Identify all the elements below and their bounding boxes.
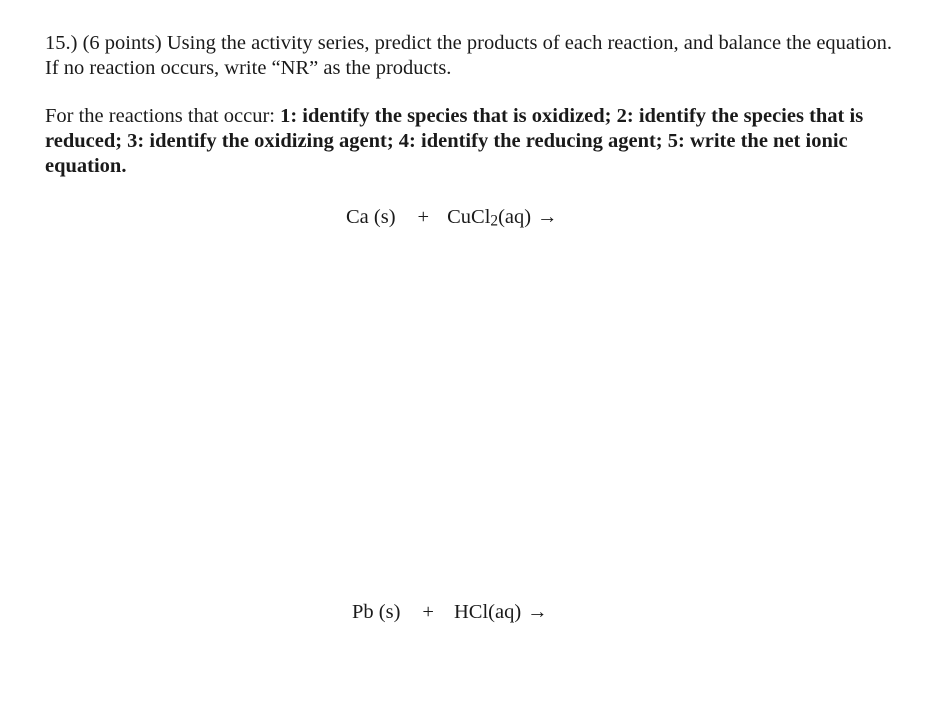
plus-sign: + <box>417 206 430 228</box>
formula-subscript: 2 <box>490 212 499 230</box>
state-text: (aq) <box>498 206 532 228</box>
reaction-equation-1 <box>346 205 558 230</box>
reactant-hydrochloric-acid <box>454 600 521 625</box>
formula-text: CuCl <box>447 206 491 228</box>
instructions-prefix: For the reactions that occur: <box>45 105 281 127</box>
reactant-copper-chloride <box>447 205 531 230</box>
instructions-steps: 1: identify the species that is oxidized; 2: identify the species that is reduced; 3: identify the oxidizing agent; 4: identify the reducing agent; 5: write the net ionic equation. <box>45 105 864 177</box>
reactant-lead: Pb (s) <box>352 601 401 623</box>
formula-text: HCl <box>453 601 489 623</box>
question-heading: 15.) (6 points) Using the activity series, predict the products of each reaction, and balance the equation. If no reaction occurs, write “NR” as the products. <box>45 32 893 79</box>
reactant-calcium: Ca (s) <box>346 206 396 228</box>
reaction-equation-2 <box>352 600 548 625</box>
reaction-arrow-icon: → <box>527 601 548 623</box>
reaction-arrow-icon: → <box>537 206 558 228</box>
state-text: (aq) <box>488 601 522 623</box>
plus-sign: + <box>422 601 434 623</box>
question-instructions <box>45 104 905 179</box>
